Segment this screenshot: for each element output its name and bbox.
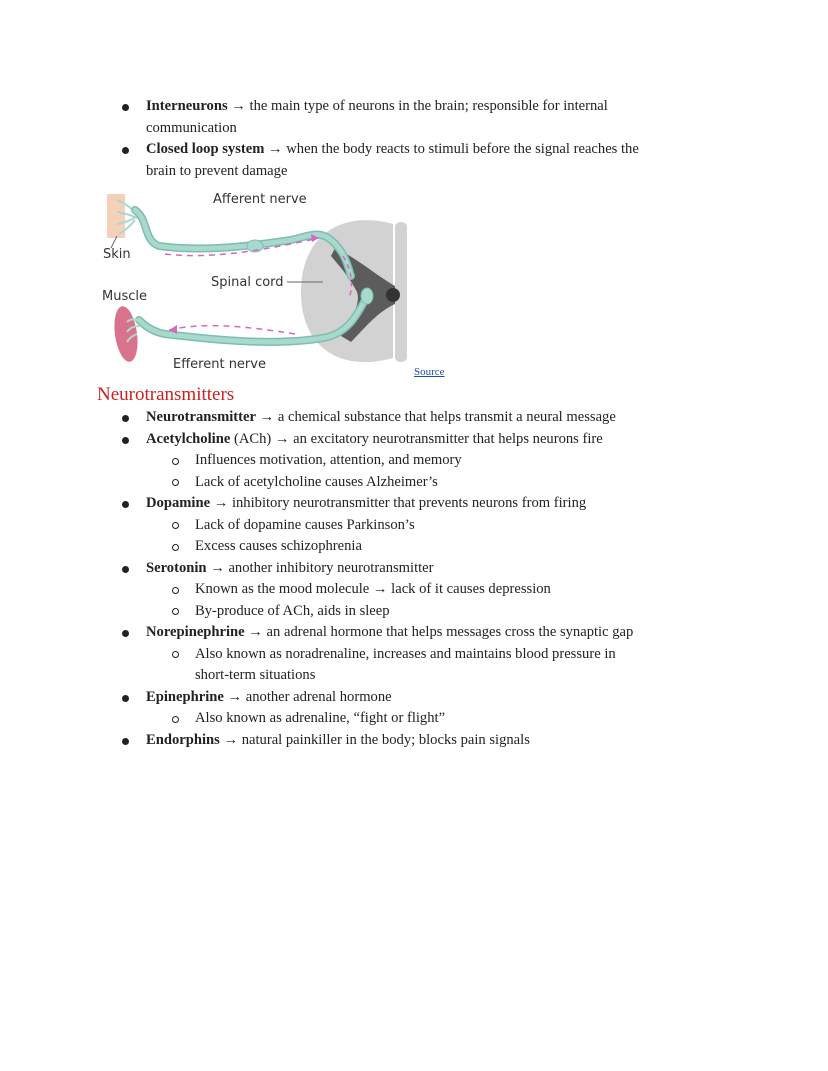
list-item [0,558,706,580]
hollow-bullet-icon [172,716,179,723]
reflex-arc-diagram [95,186,425,376]
afferent-nerve-label: Afferent nerve [213,192,307,207]
list-item [0,622,706,644]
sub-list-item [0,579,675,601]
hollow-bullet-icon [172,458,179,465]
term: Closed loop system [146,141,265,157]
sub-list-item [0,536,675,558]
sub-list-item [0,450,675,472]
spinal-cord-label: Spinal cord [211,275,284,290]
source-link[interactable]: Source [414,366,445,378]
term: Interneurons [146,98,228,114]
sub-item-text: Known as the mood molecule → lack of it causes depression [195,581,551,597]
sub-list-item [0,472,675,494]
list-item [0,139,706,182]
definition: → an adrenal hormone that helps messages cross the synaptic gap [244,624,634,640]
sub-item-text: Excess causes schizophrenia [195,538,362,554]
term: Dopamine [146,495,211,511]
hollow-bullet-icon [172,651,179,658]
sub-list-item [0,644,675,687]
sub-list-item [0,601,675,623]
neurotransmitter-list [0,407,828,751]
sub-item-text: Also known as noradrenaline, increases and maintains blood pressure in [195,645,616,662]
term: Neurotransmitter [146,409,256,425]
hollow-bullet-icon [172,522,179,529]
list-item [0,730,706,752]
list-item [0,96,706,139]
bullet-icon [122,147,129,154]
term: Serotonin [146,559,207,576]
definition-continued: brain to prevent damage [146,162,288,179]
hollow-bullet-icon [172,479,179,486]
sub-list-item [0,515,675,537]
bullet-icon [122,437,129,444]
bullet-icon [122,501,129,508]
efferent-nerve-label: Efferent nerve [173,357,266,372]
definition: → natural painkiller in the body; blocks pain signals [219,731,530,748]
definition: → another inhibitory neurotransmitter [206,559,434,576]
definition: → when the body reacts to stimuli before the signal reaches the [264,141,639,157]
sub-list-item [0,708,675,730]
list-item [0,429,706,451]
definition-continued: communication [146,119,237,136]
bullet-icon [122,630,129,637]
muscle-label: Muscle [102,289,147,304]
hollow-bullet-icon [172,608,179,615]
bullet-icon [122,104,129,111]
definition: (ACh) → an excitatory neurotransmitter that helps neurons fire [230,430,603,447]
definition: → a chemical substance that helps transmit a neural message [255,409,616,425]
central-canal [386,288,400,302]
top-bullet-list [0,96,828,182]
term: Acetylcholine [146,430,231,447]
bullet-icon [122,695,129,702]
list-item [0,493,706,515]
definition: → the main type of neurons in the brain; responsible for internal [227,98,608,114]
section-heading: Neurotransmitters [97,384,235,405]
sub-item-text-continued: short-term situations [195,667,316,683]
definition: → another adrenal hormone [223,688,392,705]
sub-item-text: Lack of dopamine causes Parkinson’s [195,516,415,533]
bullet-icon [122,738,129,745]
list-item [0,407,706,429]
hollow-bullet-icon [172,544,179,551]
bullet-icon [122,415,129,422]
term: Epinephrine [146,688,224,705]
sub-item-text: Lack of acetylcholine causes Alzheimer’s [195,473,438,490]
term: Endorphins [146,731,220,748]
bullet-icon [122,566,129,573]
term: Norepinephrine [146,624,245,640]
sub-item-text: Influences motivation, attention, and memory [195,452,462,468]
list-item [0,687,706,709]
skin-label: Skin [103,247,131,262]
definition: → inhibitory neurotransmitter that prevents neurons from firing [210,495,587,511]
sub-item-text: By-produce of ACh, aids in sleep [195,602,390,619]
motor-neuron-body [361,288,373,304]
hollow-bullet-icon [172,587,179,594]
sub-item-text: Also known as adrenaline, “fight or flight” [195,710,446,726]
